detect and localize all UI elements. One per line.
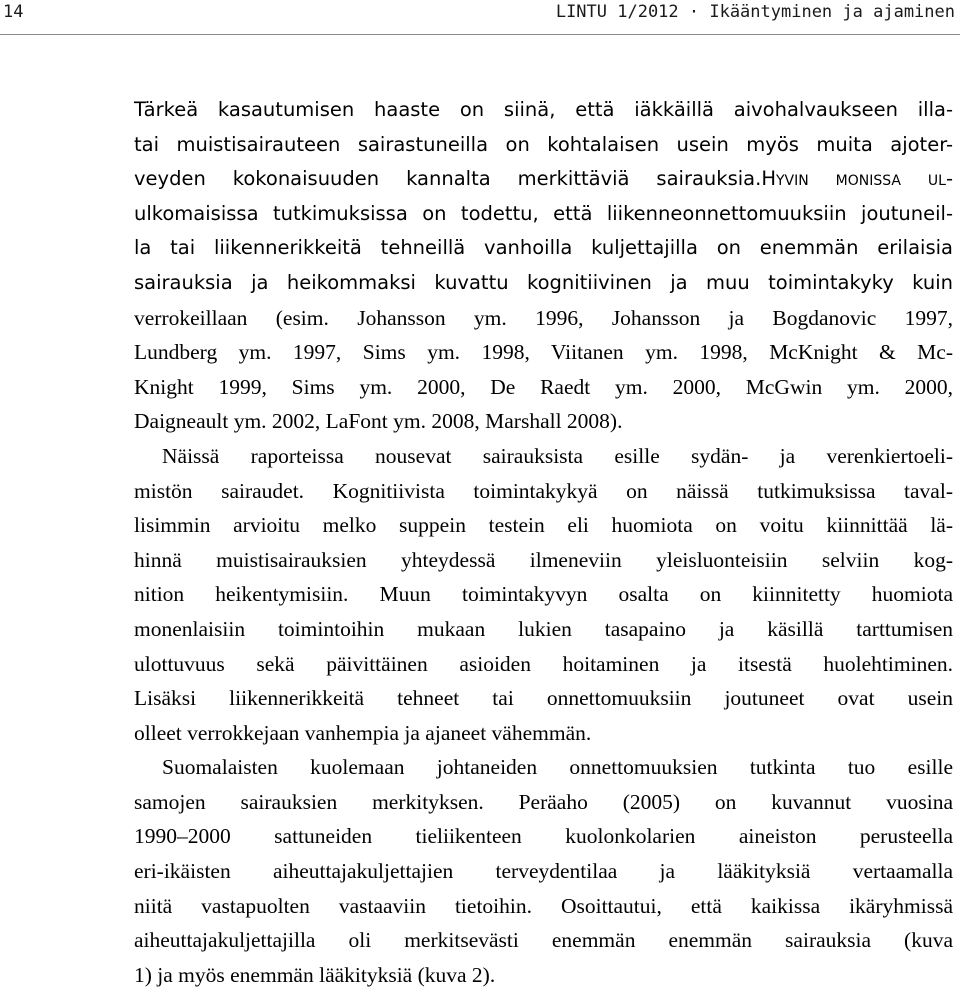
- paragraph-1-line-3-text: veyden kokonaisuuden kannalta merkittäviä sairauksia.: [134, 167, 762, 191]
- paragraph-3-line-4: eri-ikäisten aiheuttajakuljettajien terveydentilaa ja lääkityksiä vertaamalla: [134, 859, 953, 884]
- paragraph-1-line-5: la tai liikennerikkeitä tehneillä vanhoilla kuljettajilla on enemmän erilaisia: [134, 236, 953, 260]
- paragraph-2-line-3: lisimmin arvioitu melko suppein testein eli huomiota on voitu kiinnittää lä-: [134, 513, 953, 538]
- paragraph-1-line-1: Tärkeä kasautumisen haaste on siinä, että iäkkäillä aivohalvaukseen illa-: [134, 98, 953, 121]
- paragraph-1-citation-line-4: Daigneault ym. 2002, LaFont ym. 2008, Marshall 2008).: [134, 409, 623, 434]
- paragraph-2-line-8: Lisäksi liikennerikkeitä tehneet tai onnettomuuksiin joutuneet ovat usein: [134, 686, 953, 711]
- paragraph-3-line-3: 1990–2000 sattuneiden tieliikenteen kuolonkolarien aineiston perusteella: [134, 824, 953, 849]
- running-header: [0, 0, 960, 35]
- running-title: LINTU 1/2012 · Ikääntyminen ja ajaminen: [555, 2, 955, 22]
- paragraph-1-smallcaps: Hyvin monissa ul-: [761, 167, 953, 191]
- paragraph-2-line-4: hinnä muistisairauksien yhteydessä ilmeneviin yleisluonteisiin selviin kog-: [134, 547, 953, 572]
- paragraph-2-line-5: nition heikentymisiin. Muun toimintakyvyn osalta on kiinnitetty huomiota: [134, 582, 953, 607]
- paragraph-2-line-1: Näissä raporteissa nousevat sairauksista esille sydän- ja verenkiertoeli-: [162, 443, 953, 468]
- paragraph-1-line-2: tai muistisairauteen sairastuneilla on kohtalaisen usein myös muita ajoter-: [134, 132, 953, 156]
- paragraph-1-citation-line-2: Lundberg ym. 1997, Sims ym. 1998, Viitanen ym. 1998, McKnight & Mc-: [134, 340, 953, 365]
- paragraph-3-line-7: 1) ja myös enemmän lääkityksiä (kuva 2).: [134, 962, 496, 987]
- paragraph-1-citation-line-1: verrokeillaan (esim. Johansson ym. 1996, Johansson ja Bogdanovic 1997,: [134, 305, 953, 330]
- paragraph-3-line-6: aiheuttajakuljettajilla oli merkitsevästi enemmän enemmän sairauksia (kuva: [134, 928, 953, 953]
- paragraph-3-line-5: niitä vastapuolten vastaaviin tietoihin. Osoittautui, että kaikissa ikäryhmissä: [134, 893, 953, 918]
- paragraph-2-line-7: ulottuvuus sekä päivittäinen asioiden hoitaminen ja itsestä huolehtiminen.: [134, 651, 953, 676]
- paragraph-1-line-6: sairauksia ja heikommaksi kuvattu kognitiivinen ja muu toimintakyky kuin: [134, 270, 953, 294]
- paragraph-2-line-9: olleet verrokkejaan vanhempia ja ajaneet vähemmän.: [134, 720, 592, 745]
- paragraph-1-citation-line-3: Knight 1999, Sims ym. 2000, De Raedt ym. 2000, McGwin ym. 2000,: [134, 374, 953, 399]
- page-number: 14: [3, 2, 24, 22]
- paragraph-3-line-2: samojen sairauksien merkityksen. Peräaho (2005) on kuvannut vuosina: [134, 789, 953, 814]
- paragraph-2-line-2: mistön sairaudet. Kognitiivista toimintakykyä on näissä tutkimuksissa taval-: [134, 478, 953, 503]
- paragraph-3-line-1: Suomalaisten kuolemaan johtaneiden onnettomuuksien tutkinta tuo esille: [162, 755, 953, 780]
- paragraph-1-line-4: ulkomaisissa tutkimuksissa on todettu, että liikenneonnettomuuksiin joutuneil-: [134, 201, 953, 225]
- paragraph-1-line-3: [134, 162, 953, 197]
- article-body: [134, 93, 953, 992]
- paragraph-2-line-6: monenlaisiin toimintoihin mukaan lukien tasapaino ja käsillä tarttumisen: [134, 616, 953, 641]
